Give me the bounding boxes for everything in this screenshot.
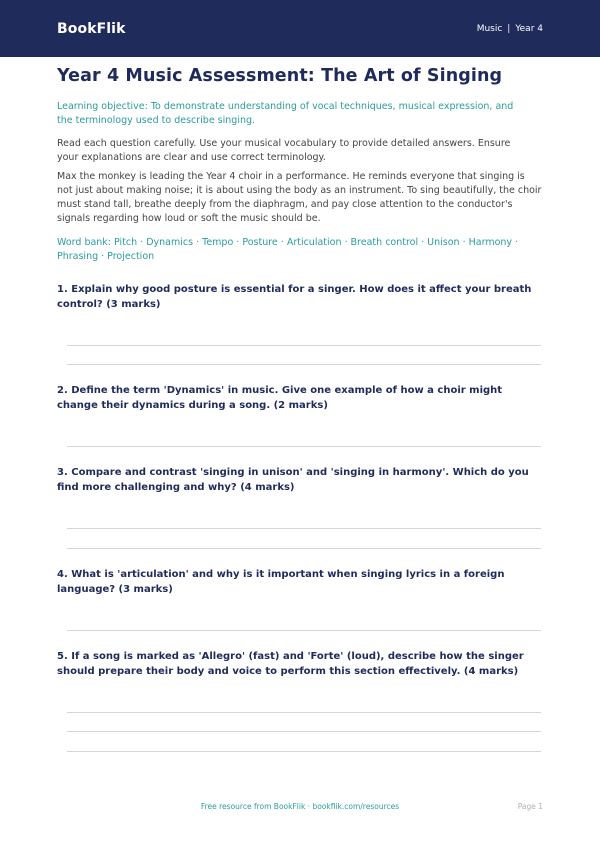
header-bar bbox=[0, 0, 600, 57]
answer-line[interactable] bbox=[67, 364, 541, 365]
answer-line[interactable] bbox=[67, 731, 541, 732]
footer-resource-link[interactable]: Free resource from BookFlik · bookflik.com/resources bbox=[200, 802, 400, 811]
answer-line[interactable] bbox=[67, 446, 541, 447]
answer-line[interactable] bbox=[67, 751, 541, 752]
learning-objective: Learning objective: To demonstrate understanding of vocal techniques, musical expression, and the terminology used to describe singing. bbox=[57, 101, 514, 126]
page-title: Year 4 Music Assessment: The Art of Singing bbox=[57, 66, 503, 86]
page-number: Page 1 bbox=[517, 802, 543, 811]
story-paragraph: Max the monkey is leading the Year 4 choir in a performance. He reminds everyone that singing is not just about making noise; it is about using the body as an instrument. To sing beautifully, the choir must stand tall, breathe deeply from the diaphragm, and pay close attention to the conductor's signals regarding how loud or soft the music should be. bbox=[57, 171, 542, 224]
answer-line[interactable] bbox=[67, 712, 541, 713]
header-separator: | bbox=[507, 23, 511, 34]
question-3: 3. Compare and contrast 'singing in unison' and 'singing in harmony'. Which do you find more challenging and why? (4 marks) bbox=[57, 467, 529, 493]
answer-line[interactable] bbox=[67, 630, 541, 631]
answer-line[interactable] bbox=[67, 548, 541, 549]
subject-label: Music bbox=[476, 23, 503, 34]
word-bank: Word bank: Pitch · Dynamics · Tempo · Posture · Articulation · Breath control · Unison · Harmony · Phrasing · Projection bbox=[57, 237, 519, 262]
question-5: 5. If a song is marked as 'Allegro' (fast) and 'Forte' (loud), describe how the singer should prepare their body and voice to perform this section effectively. (4 marks) bbox=[57, 651, 524, 677]
question-1: 1. Explain why good posture is essential for a singer. How does it affect your breath control? (3 marks) bbox=[57, 284, 532, 310]
question-2: 2. Define the term 'Dynamics' in music. Give one example of how a choir might change their dynamics during a song. (2 marks) bbox=[57, 385, 503, 411]
answer-line[interactable] bbox=[67, 345, 541, 346]
brand-logo: BookFlik bbox=[57, 20, 126, 37]
instructions-text: Read each question carefully. Use your musical vocabulary to provide detailed answers. Ensure your explanations are clear and use correct terminology. bbox=[57, 138, 511, 163]
answer-line[interactable] bbox=[67, 528, 541, 529]
page-footer bbox=[0, 802, 600, 814]
question-4: 4. What is 'articulation' and why is it important when singing lyrics in a foreign language? (3 marks) bbox=[57, 569, 505, 595]
header-meta bbox=[477, 24, 543, 34]
year-label: Year 4 bbox=[515, 23, 543, 34]
